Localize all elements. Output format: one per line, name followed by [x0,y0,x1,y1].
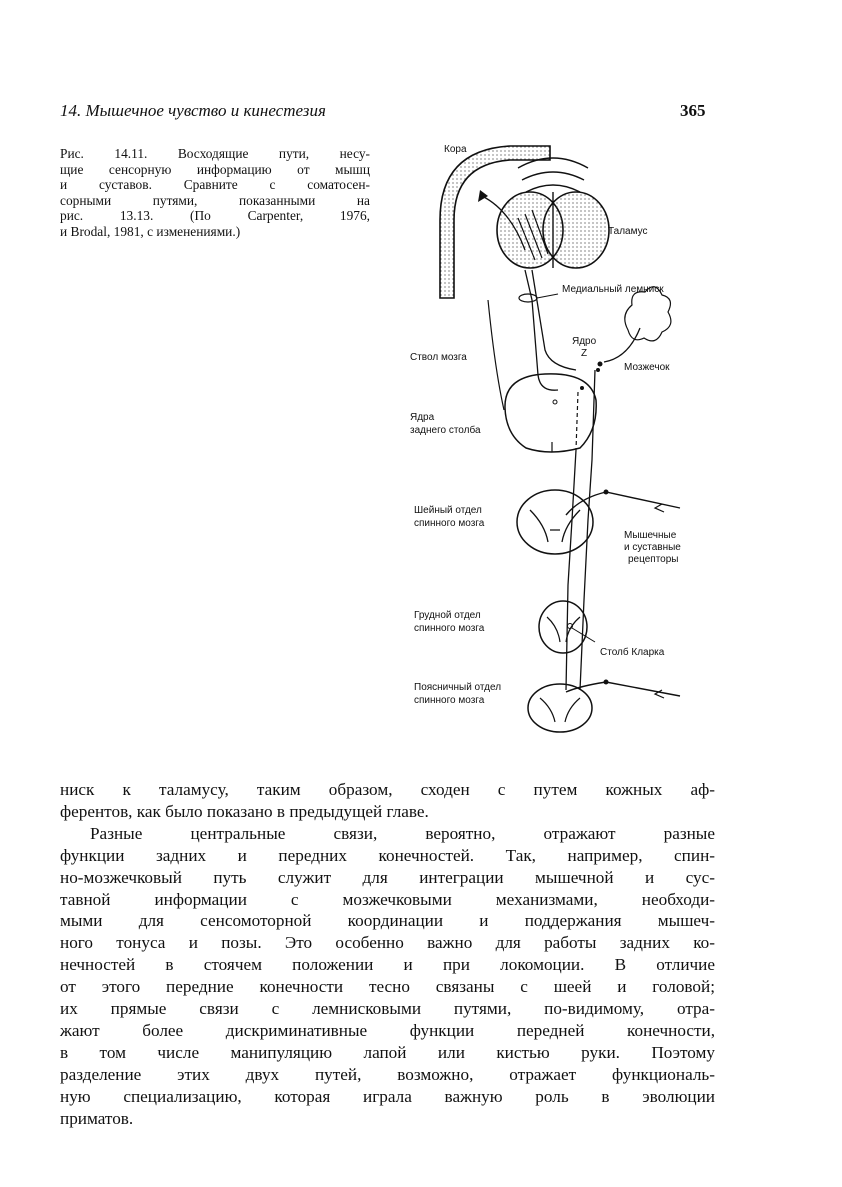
ascending-pathways-diagram [400,130,700,760]
caption-line: и Brodal, 1981, с изменениями.) [60,223,241,239]
label-receptors: и суставные [624,542,681,553]
caption-line: рис. 13.13. (По Carpenter, 1976, [60,208,370,224]
label-clarke: Столб Кларка [600,647,665,658]
page-number: 365 [680,101,706,120]
label-z: Z [581,348,588,359]
body-line: но-мозжечковый путь служит для интеграции мышечной и сус- [60,867,715,887]
brainstem-shape [505,374,596,452]
body-line: разделение этих двух путей, возможно, отражает функциональ- [60,1064,715,1084]
thalamus-shape [497,158,609,268]
thoracic-spinal-cord [539,601,587,653]
figure-caption [60,146,370,240]
label-receptors: рецепторы [628,554,679,565]
caption-line: и суставов. Сравните с соматосен- [60,177,370,193]
label-cortex: Кора [444,144,467,155]
body-text [60,779,715,1130]
body-line: ную специализацию, которая играла важную роль в эволюции [60,1086,715,1106]
cervical-spinal-cord [517,490,593,554]
body-line: ного тонуса и позы. Это особенно важно для работы задних ко- [60,933,715,953]
label-dorsal-column-nuclei: заднего столба [410,425,481,436]
label-receptors: Мышечные [624,530,677,541]
label-cervical: Шейный отдел [414,505,482,516]
body-line: нечностей в стоячем положении и при локомоции. В отличие [60,955,715,975]
lumbar-spinal-cord [528,684,592,732]
label-brainstem: Ствол мозга [410,352,467,363]
label-thalamus: Таламус [608,226,648,237]
label-medial-lemniscus: Медиальный лемниск [562,284,664,295]
caption-line: Рис. 14.11. Восходящие пути, несу- [60,146,370,161]
body-line: тавной информации с мозжечковыми механизмами, необходи- [60,889,715,909]
medial-lemniscus [519,294,537,302]
body-line: ниск к таламусу, таким образом, сходен с путем кожных аф- [60,780,715,799]
running-header-title: 14. Мышечное чувство и кинестезия [60,101,326,120]
body-line: от этого передние конечности тесно связаны с шеей и головой; [60,977,715,997]
label-dorsal-column-nuclei: Ядра [410,412,435,423]
label-cervical: спинного мозга [414,518,485,529]
label-lumbar: спинного мозга [414,695,485,706]
body-line: ферентов, как было показано в предыдущей главе. [60,801,429,821]
caption-line: сорными путями, показанными на [60,192,370,208]
label-thoracic: спинного мозга [414,623,485,634]
body-line: функции задних и передних конечностей. Так, например, спин- [60,845,715,865]
body-line: мыми для сенсомоторной координации и поддержания мышеч- [60,911,715,931]
caption-line: щие сенсорную информацию от мышц [60,161,370,177]
body-line: их прямые связи с лемнисковыми путями, по-видимому, отра- [60,999,715,1019]
label-nucleus: Ядро [572,336,597,347]
body-line: приматов. [60,1108,134,1128]
body-line: в том числе манипуляцию лапой или кистью руки. Поэтому [60,1042,715,1062]
label-cerebellum: Мозжечок [624,362,670,373]
label-thoracic: Грудной отдел [414,610,481,621]
body-line: жают более дискриминативные функции передней конечности, [60,1020,715,1040]
body-line: Разные центральные связи, вероятно, отражают разные [90,823,715,843]
label-lumbar: Поясничный отдел [414,682,502,693]
